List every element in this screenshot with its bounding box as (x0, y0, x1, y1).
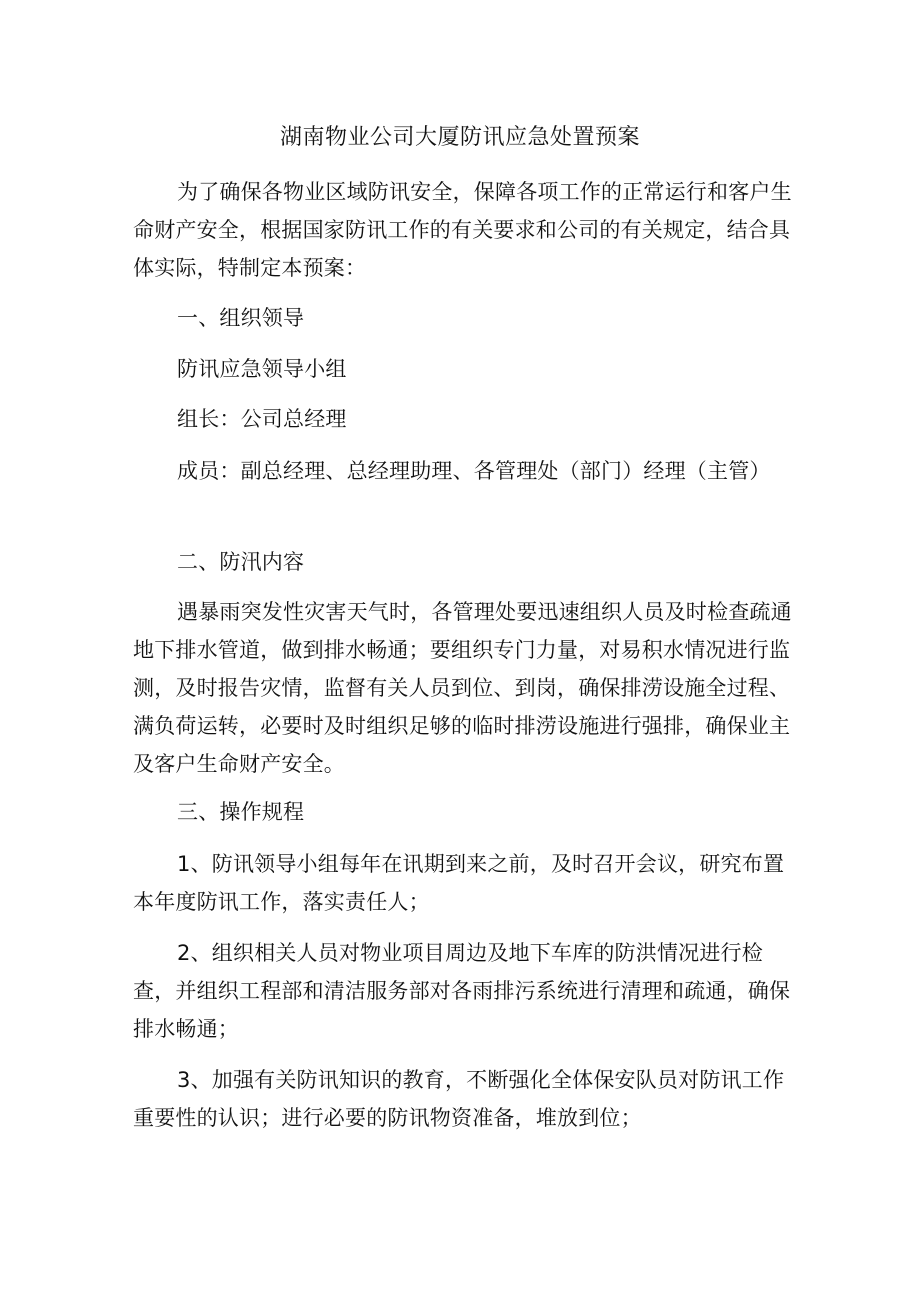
section-3-heading: 三、操作规程 (177, 800, 305, 824)
document-title: 湖南物业公司大厦防讯应急处置预案 (279, 125, 640, 150)
intro-paragraph: 为了确保各物业区域防讯安全，保障各项工作的正常运行和客户生命财产安全，根据国家防讯工作的有关要求和公司的有关规定，结合具体实际，特制定本预案： (133, 180, 792, 280)
section-2-heading: 二、防汛内容 (177, 550, 305, 574)
procedure-item-3: 3、加强有关防讯知识的教育，不断强化全体保安队员对防讯工作重要性的认识；进行必要的防讯物资准备，堆放到位； (133, 1068, 785, 1130)
section-1-heading: 一、组织领导 (177, 306, 305, 330)
leadership-group-name: 防讯应急领导小组 (177, 357, 347, 381)
group-leader-line: 组长：公司总经理 (177, 407, 347, 431)
procedure-item-2: 2、组织相关人员对物业项目周边及地下车库的防洪情况进行检查，并组织工程部和清洁服务部对各雨排污系统进行清理和疏通，确保排水畅通； (133, 941, 791, 1041)
group-members-line: 成员：副总经理、总经理助理、各管理处（部门）经理（主管） (177, 459, 771, 483)
flood-content-paragraph: 遇暴雨突发性灾害天气时，各管理处要迅速组织人员及时检查疏通地下排水管道，做到排水畅通；要组织专门力量，对易积水情况进行监测，及时报告灾情，监督有关人员到位、到岗，确保排涝设施全过程、满负荷运转，必要时及时组织足够的临时排涝设施进行强排，确保业主及客户生命财产安全。 (133, 600, 792, 776)
procedure-item-1: 1、防讯领导小组每年在讯期到来之前，及时召开会议，研究布置本年度防讯工作，落实责任人； (133, 852, 785, 914)
